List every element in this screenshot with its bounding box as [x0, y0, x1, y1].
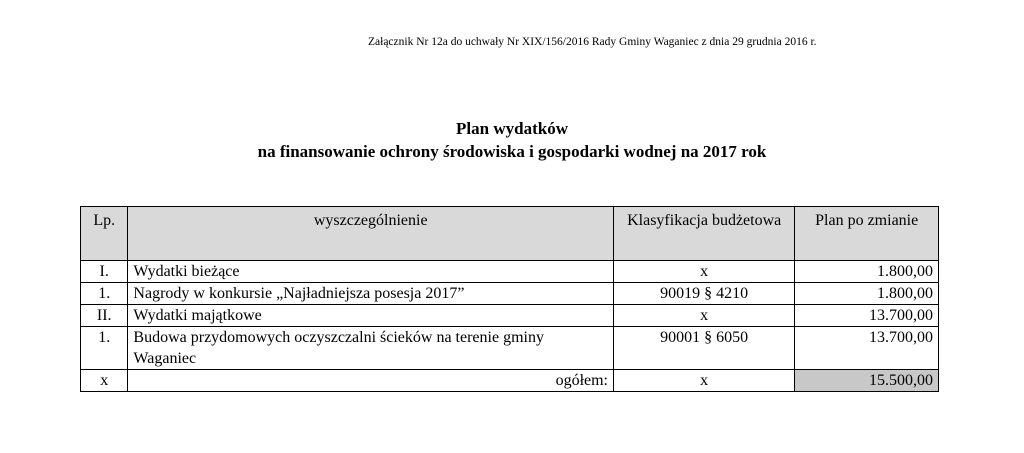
row-plan: 1.800,00 [795, 261, 939, 283]
row-lp: II. [81, 305, 128, 327]
table-header-row [81, 207, 939, 261]
row-description: Nagrody w konkursie „Najładniejsza posesja 2017” [128, 283, 614, 305]
table-row [81, 305, 939, 327]
row-lp: 1. [81, 283, 128, 305]
row-plan: 1.800,00 [795, 283, 939, 305]
document-title [0, 117, 1024, 163]
row-description: Budowa przydomowych oczyszczalni ścieków na terenie gminy Waganiec [128, 327, 614, 370]
row-plan: 13.700,00 [795, 305, 939, 327]
row-classification: x [614, 305, 795, 327]
attachment-note: Załącznik Nr 12a do uchwały Nr XIX/156/2016 Rady Gminy Waganiec z dnia 29 grudnia 2016 r. [368, 36, 817, 48]
row-description: Wydatki bieżące [128, 261, 614, 283]
table-row [81, 327, 939, 370]
table-row [81, 283, 939, 305]
row-classification: 90019 § 4210 [614, 283, 795, 305]
row-plan: 13.700,00 [795, 327, 939, 370]
expenditure-table [80, 206, 939, 392]
total-plan: 15.500,00 [795, 370, 939, 392]
row-description: Wydatki majątkowe [128, 305, 614, 327]
total-lp: x [81, 370, 128, 392]
header-classification: Klasyfikacja budżetowa [614, 207, 795, 261]
header-plan: Plan po zmianie [795, 207, 939, 261]
total-classification: x [614, 370, 795, 392]
row-lp: I. [81, 261, 128, 283]
table-row [81, 261, 939, 283]
row-classification: 90001 § 6050 [614, 327, 795, 370]
header-lp: Lp. [81, 207, 128, 261]
title-line-2: na finansowanie ochrony środowiska i gospodarki wodnej na 2017 rok [257, 142, 767, 161]
row-classification: x [614, 261, 795, 283]
total-label: ogółem: [128, 370, 614, 392]
table-total-row [81, 370, 939, 392]
header-description: wyszczególnienie [128, 207, 614, 261]
row-lp: 1. [81, 327, 128, 370]
title-line-1: Plan wydatków [456, 119, 568, 138]
